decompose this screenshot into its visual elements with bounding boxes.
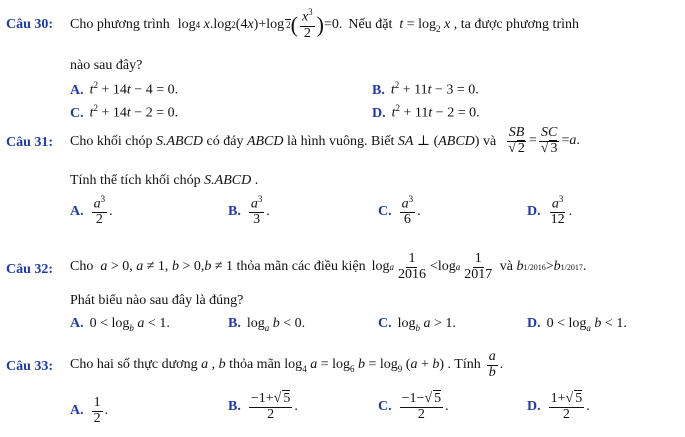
question-32-option-a[interactable]: A. $0 < \log_b a < 1$. — [70, 316, 170, 333]
option-label: C. — [378, 316, 392, 331]
option-label: B. — [372, 82, 385, 98]
option-label: B. — [228, 316, 241, 331]
question-33-option-d[interactable]: D. $\frac{1+√ 5}{2}$ . — [527, 391, 590, 422]
option-label: C. — [378, 399, 392, 415]
question-30-text-a: Cho phương trình — [70, 17, 170, 32]
option-label: D. — [527, 203, 541, 219]
option-label: B. — [228, 203, 241, 219]
question-32-condition: log a $\frac{1}{2016}$ <log a $\frac{1}{2017}$ và b 1/2016 > b 1/2017 . — [371, 250, 587, 282]
question-31-option-d[interactable]: D. $\frac{a^3}{12}$ . — [527, 194, 573, 228]
question-33-option-c[interactable]: C. $\frac{-1-√ 5}{2}$ . — [378, 391, 449, 422]
question-33-option-b[interactable]: B. $\frac{-1+√ 5}{2}$ . — [228, 391, 298, 422]
question-30-option-b[interactable]: B. $t^2 + 11t - 3 = 0$. — [372, 80, 479, 98]
question-32-option-d[interactable]: D. $0 < \log_a b < 1$. — [527, 316, 627, 333]
option-label: A. — [70, 403, 84, 419]
option-label: B. — [228, 399, 241, 415]
question-32-option-b[interactable]: B. $\log_a b < 0$. — [228, 316, 306, 333]
question-31-condition: $\frac{SB}{√ 2}$ = $\frac{SC}{√ 3}$ = a . — [508, 124, 580, 156]
question-31-option-a[interactable]: A. $\frac{a^3}{2}$ . — [70, 194, 113, 228]
question-31-option-b[interactable]: B. $\frac{a^3}{3}$ . — [228, 194, 270, 228]
question-32-label: Câu 32: — [6, 262, 54, 277]
option-label: C. — [70, 105, 84, 121]
question-30-option-d[interactable]: D. $t^2 + 11t - 2 = 0$. — [372, 103, 480, 121]
question-30-equation: log 4 x .log 2 (4 x )+log 2 ( $\frac{x^3}{2}$ ) =0. — [177, 7, 343, 41]
option-label: D. — [372, 105, 386, 121]
question-30-label: Câu 30: — [6, 17, 54, 32]
option-label: D. — [527, 399, 541, 415]
question-33-stem: Cho hai số thực dương a , b thỏa mãn $\log_4 a = \log_6 b = \log_9 (a + b)$ . Tính $\frac{a}{b}$ . — [70, 348, 504, 380]
question-30-option-c[interactable]: C. $t^2 + 14t - 2 = 0$. — [70, 103, 179, 121]
question-30-stem — [70, 7, 579, 41]
question-30-text-c: nào sau đây? — [70, 58, 143, 73]
question-31-label: Câu 31: — [6, 135, 54, 150]
option-label: A. — [70, 203, 84, 219]
question-33-label: Câu 33: — [6, 359, 54, 374]
question-31-text-b: Tính thể tích khối chóp S.ABCD . — [70, 173, 259, 188]
question-32-option-c[interactable]: C. $\log_b a > 1$. — [378, 316, 456, 333]
question-30-text-b: Nếu đặt $t = \log_2 x$ , ta được phương trình — [348, 16, 579, 34]
question-31-stem: Cho khối chóp S.ABCD có đáy ABCD là hình vuông. Biết SA ⊥ (ABCD) và $\frac{SB}{√ 2}$ = $\frac{SC}{√ 3}$ = a . — [70, 124, 580, 156]
option-label: A. — [70, 82, 84, 98]
question-31-option-c[interactable]: C. $\frac{a^3}{6}$ . — [378, 194, 421, 228]
question-32-text-b: Phát biểu nào sau đây là đúng? — [70, 293, 244, 308]
question-33-option-a[interactable]: A. $\frac{1}{2}$ . — [70, 395, 109, 426]
option-label: D. — [527, 316, 541, 331]
option-label: A. — [70, 316, 84, 331]
question-30-option-a[interactable]: A. $t^2 + 14t - 4 = 0$. — [70, 80, 179, 98]
question-33-target: $\frac{a}{b}$ — [488, 348, 496, 380]
question-32-stem: Cho a > 0, a ≠ 1, b > 0,b ≠ 1 thỏa mãn các điều kiện log a $\frac{1}{2016}$ <log a $\frac{1}{2017}$ và b 1/2016 > b 1/2017 . — [70, 250, 587, 282]
option-label: C. — [378, 203, 392, 219]
